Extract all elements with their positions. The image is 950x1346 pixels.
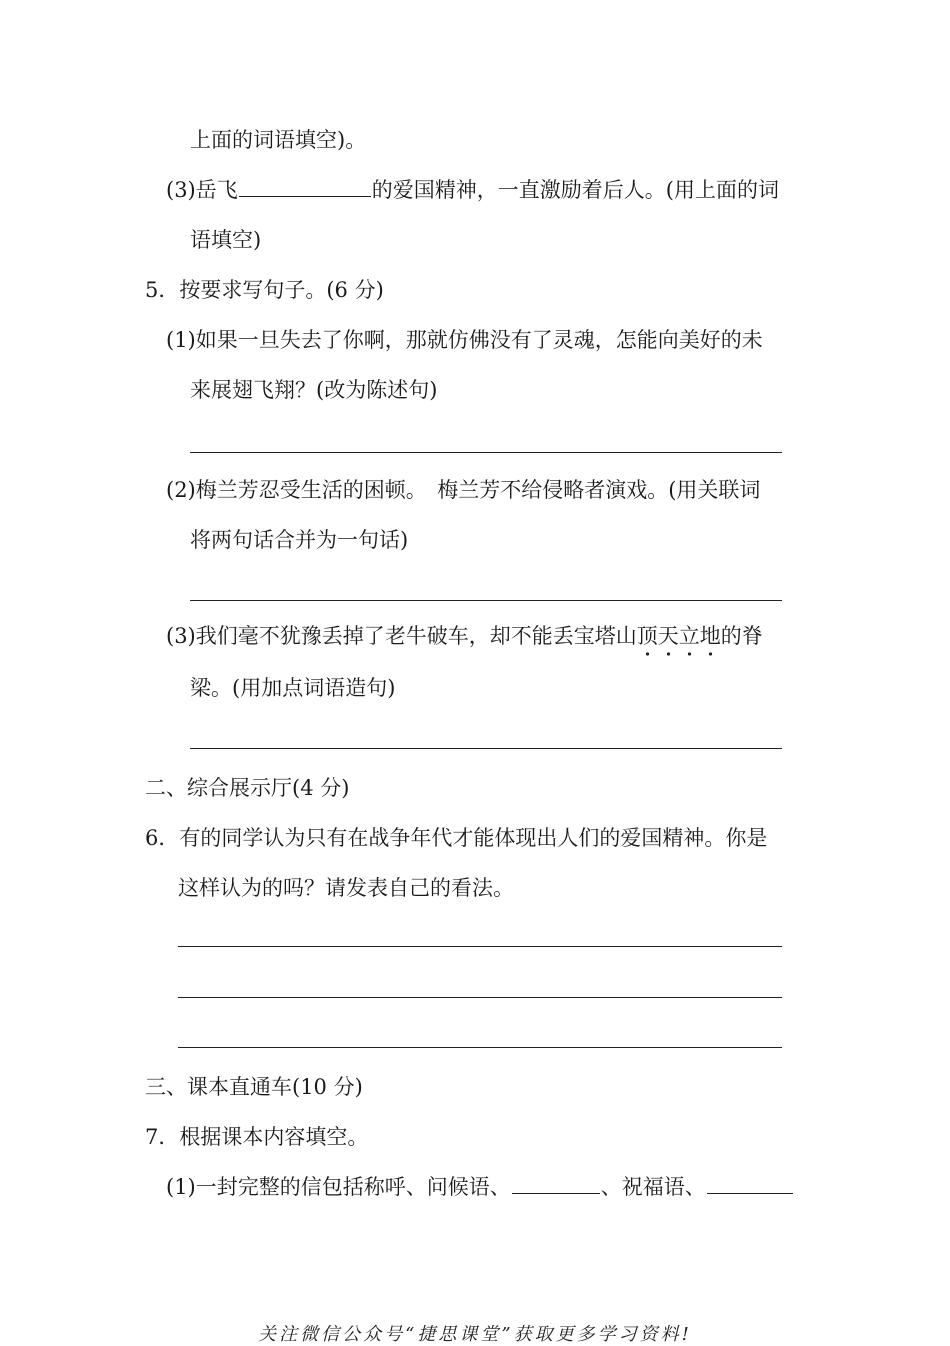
q5-item-1-line-2: 来展翅飞翔？(改为陈述句) [190,378,438,402]
q5-item-1-line-1: (1)如果一旦失去了你啊，那就仿佛没有了灵魂，怎能向美好的未 [166,328,763,352]
q6-answer-line-3[interactable] [178,1047,782,1048]
q7-title: 7．根据课本内容填空。 [145,1125,369,1149]
q4-continuation: 上面的词语填空)。 [190,128,367,152]
q4-item-3-continuation: 语填空) [190,228,262,252]
q5-item-3-line-2: 梁。(用加点词语造句) [190,676,396,700]
q6-answer-line-2[interactable] [178,997,782,998]
q5-item-2-line-1: (2)梅兰芳忍受生活的困顿。 梅兰芳不给侵略者演戏。(用关联词 [166,478,761,502]
section-2-title: 二、综合展示厅(4 分) [145,776,350,800]
q4-item-3-start: (3)岳飞 [166,178,238,202]
q6-line-1: 6．有的同学认为只有在战争年代才能体现出人们的爱国精神。你是 [145,826,768,850]
q5-title: 5．按要求写句子。(6 分) [145,278,384,302]
q5-item-2-line-2: 将两句话合并为一句话) [190,528,409,552]
q5-item-3-answer-line[interactable] [190,748,782,749]
q7-item-1-start: (1)一封完整的信包括称呼、问候语、 [166,1175,511,1199]
q5-item-3-end: 的脊 [720,624,763,648]
q5-item-1-answer-line[interactable] [190,452,782,453]
section-3-title: 三、课本直通车(10 分) [145,1075,363,1099]
footer-watermark: 关注微信公众号“捷思课堂”获取更多学习资料! [258,1324,692,1345]
q7-item-1-blank-1[interactable] [512,1192,600,1194]
q4-item-3-blank[interactable] [239,195,371,197]
q7-item-1-middle: 、祝福语、 [600,1175,706,1199]
q7-item-1 [166,1177,794,1198]
q5-item-3-line-1 [166,626,763,647]
q5-item-3-start: (3)我们毫不犹豫丢掉了老牛破车，却不能丢宝塔山 [166,624,637,648]
q7-item-1-blank-2[interactable] [707,1192,793,1194]
q5-item-3-dotted-word: 顶天立地 [636,624,721,648]
q6-line-2: 这样认为的吗？请发表自己的看法。 [178,876,514,900]
q4-item-3 [166,180,779,201]
q4-item-3-end: 的爱国精神，一直激励着后人。(用上面的词 [371,178,779,202]
q5-item-2-answer-line[interactable] [190,600,782,601]
q6-answer-line-1[interactable] [178,946,782,947]
